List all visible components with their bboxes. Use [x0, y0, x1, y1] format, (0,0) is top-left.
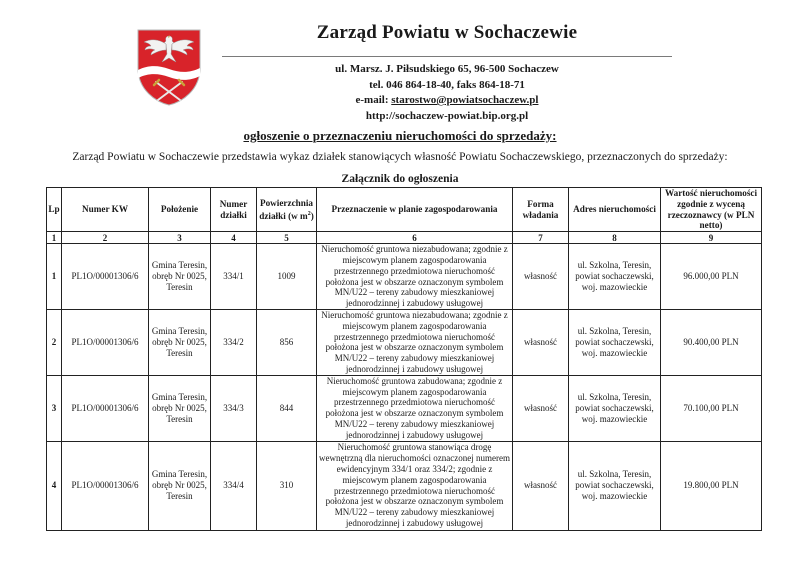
cell-address: ul. Szkolna, Teresin, powiat sochaczewski, woj. mazowieckie	[569, 375, 661, 441]
cell-lp: 1	[47, 244, 62, 310]
col-number: 1	[47, 232, 62, 244]
cell-purpose: Nieruchomość gruntowa zabudowana; zgodnie z miejscowym planem zagospodarowania przestrzennego przedmiotowa nieruchomość położona jest w obszarze oznaczonym symbolem MN/U22 – tereny zabudowy mieszkaniowej jednorodzinnej i zabudowy usługowej	[317, 375, 513, 441]
table-row	[47, 441, 762, 530]
table-row	[47, 309, 762, 375]
cell-value: 19.800,00 PLN	[661, 441, 762, 530]
column-number-row	[47, 232, 762, 244]
notice-heading: ogłoszenie o przeznaczeniu nieruchomości do sprzedaży:	[243, 128, 557, 143]
col-header-kw: Numer KW	[62, 188, 149, 232]
cell-address: ul. Szkolna, Teresin, powiat sochaczewski, woj. mazowieckie	[569, 244, 661, 310]
phone-fax: tel. 046 864-18-40, faks 864-18-71	[369, 78, 525, 91]
cell-ownership: własność	[513, 244, 569, 310]
col-number: 5	[257, 232, 317, 244]
cell-value: 96.000,00 PLN	[661, 244, 762, 310]
cell-address: ul. Szkolna, Teresin, powiat sochaczewski, woj. mazowieckie	[569, 441, 661, 530]
col-number: 6	[317, 232, 513, 244]
cell-lp: 3	[47, 375, 62, 441]
cell-purpose: Nieruchomość gruntowa niezabudowana; zgodnie z miejscowym planem zagospodarowania przestrzennego przedmiotowa nieruchomość położona jest w obszarze oznaczonym symbolem MN/U22 – tereny zabudowy mieszkaniowej jednorodzinnej i zabudowy usługowej	[317, 309, 513, 375]
col-header-parcel: Numer działki	[211, 188, 257, 232]
cell-ownership: własność	[513, 441, 569, 530]
table-header-row	[47, 188, 762, 232]
area-suffix: )	[310, 210, 314, 221]
col-header-ownership: Forma władania	[513, 188, 569, 232]
col-number: 7	[513, 232, 569, 244]
property-table	[46, 187, 762, 531]
col-header-area	[257, 188, 317, 232]
col-number: 3	[149, 232, 211, 244]
col-header-address: Adres nieruchomości	[569, 188, 661, 232]
cell-value: 90.400,00 PLN	[661, 309, 762, 375]
page-title: Zarząd Powiatu w Sochaczewie	[316, 22, 578, 43]
col-header-area-text: Powierzchnia działki (w m	[259, 197, 314, 221]
col-header-lp: Lp	[47, 188, 62, 232]
cell-kw: PL1O/00001306/6	[62, 309, 149, 375]
col-number: 4	[211, 232, 257, 244]
cell-parcel: 334/1	[211, 244, 257, 310]
cell-location: Gmina Teresin, obręb Nr 0025, Teresin	[149, 244, 211, 310]
email-label: e-mail:	[355, 94, 392, 106]
cell-lp: 4	[47, 441, 62, 530]
cell-location: Gmina Teresin, obręb Nr 0025, Teresin	[149, 309, 211, 375]
coat-of-arms-icon	[136, 28, 202, 106]
col-header-location: Położenie	[149, 188, 211, 232]
cell-location: Gmina Teresin, obręb Nr 0025, Teresin	[149, 375, 211, 441]
cell-area: 856	[257, 309, 317, 375]
header-divider	[222, 56, 672, 57]
website-link[interactable]: http://sochaczew-powiat.bip.org.pl	[365, 109, 529, 122]
postal-address: ul. Marsz. J. Piłsudskiego 65, 96-500 Sochaczew	[335, 63, 559, 75]
cell-ownership: własność	[513, 309, 569, 375]
cell-address: ul. Szkolna, Teresin, powiat sochaczewski, woj. mazowieckie	[569, 309, 661, 375]
col-header-value: Wartość nieruchomości zgodnie z wyceną rzeczoznawcy (w PLN netto)	[661, 188, 762, 232]
email-line	[222, 93, 672, 109]
table-row	[47, 244, 762, 310]
col-number: 2	[62, 232, 149, 244]
cell-value: 70.100,00 PLN	[661, 375, 762, 441]
cell-lp: 2	[47, 309, 62, 375]
cell-location: Gmina Teresin, obręb Nr 0025, Teresin	[149, 441, 211, 530]
cell-purpose: Nieruchomość gruntowa stanowiąca drogę wewnętrzną dla nieruchomości oznaczonej numerem ewidencyjnym 334/1 oraz 334/2; zgodnie z miejscowym planem zagospodarowania przestrzennego przedmiotowa nieruchomość położona jest w obszarze oznaczonym symbolem MN/U22 – tereny zabudowy mieszkaniowej jednorodzinnej i zabudowy usługowej	[317, 441, 513, 530]
cell-area: 1009	[257, 244, 317, 310]
table-row	[47, 375, 762, 441]
cell-purpose: Nieruchomość gruntowa niezabudowana; zgodnie z miejscowym planem zagospodarowania przestrzennego przedmiotowa nieruchomość położona jest w obszarze oznaczonym symbolem MN/U22 – tereny zabudowy mieszkaniowej jednorodzinnej i zabudowy usługowej	[317, 244, 513, 310]
col-number: 9	[661, 232, 762, 244]
email-link[interactable]: starostwo@powiatsochaczew.pl	[391, 94, 539, 106]
cell-parcel: 334/3	[211, 375, 257, 441]
cell-parcel: 334/4	[211, 441, 257, 530]
col-header-purpose: Przeznaczenie w planie zagospodarowania	[317, 188, 513, 232]
cell-ownership: własność	[513, 375, 569, 441]
contact-block	[222, 62, 672, 124]
col-number: 8	[569, 232, 661, 244]
notice-intro: Zarząd Powiatu w Sochaczewie przedstawia wykaz działek stanowiących własność Powiatu Sochaczewskiego, przeznaczonych do sprzedaży:	[72, 151, 728, 163]
cell-area: 310	[257, 441, 317, 530]
cell-parcel: 334/2	[211, 309, 257, 375]
cell-kw: PL1O/00001306/6	[62, 375, 149, 441]
area-superscript: 2	[307, 210, 311, 217]
annex-title: Załącznik do ogłoszenia	[341, 173, 459, 185]
cell-kw: PL1O/00001306/6	[62, 244, 149, 310]
cell-kw: PL1O/00001306/6	[62, 441, 149, 530]
cell-area: 844	[257, 375, 317, 441]
